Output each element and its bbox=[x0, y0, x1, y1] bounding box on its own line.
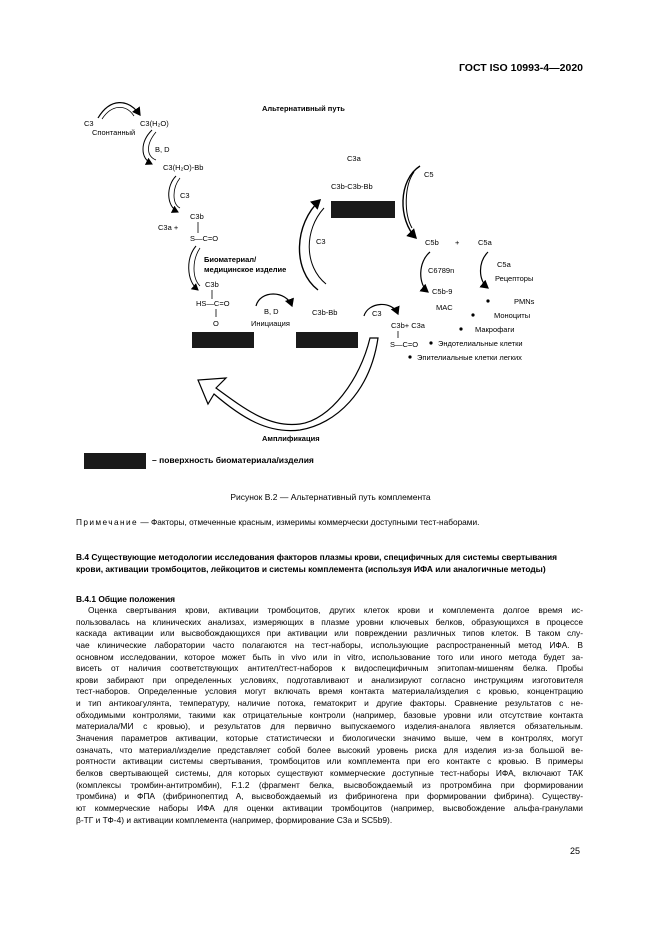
biomaterial-label: Биоматериал/ bbox=[204, 255, 257, 264]
c3-mid: C3 bbox=[180, 191, 190, 200]
figure-caption: Рисунок В.2 — Альтернативный путь комплемента bbox=[230, 492, 431, 502]
body-line: крови забирают при определенных условиях, подготавливают и анализируют согласно инструкциям изготовителя bbox=[76, 674, 583, 685]
c3b-bb-label: C3b-Bb bbox=[312, 308, 338, 317]
monocytes-label: Моноциты bbox=[494, 311, 531, 320]
body-line: ют коммерческие наборы ИФА для оценки активации тромбоцитов (например, высвобождение альфа-гранулами bbox=[76, 802, 583, 813]
body-line: Оценка свертывания крови, активации тромбоцитов, других клеток крови и комплемента долгое время ис- bbox=[88, 605, 583, 615]
c5b9-label: C5b-9 bbox=[432, 287, 453, 296]
amplification-label: Амплификация bbox=[262, 434, 320, 443]
body-line: чае клинические лаборатории часто полагаются на тест-наборы, использующие распространенный метод ИФА. В bbox=[76, 639, 583, 650]
body-line: пользовалась на клинических анализах, измеряющих в плазме уровни ключевых белков, образующихся в процессе bbox=[76, 616, 583, 627]
body-line: висеть от наличия соответствующих антител/тест-наборов к видоспецифичным эпитопам-мишеням белка. Пробы bbox=[76, 663, 583, 674]
c3a-left: C3a + bbox=[158, 223, 179, 232]
c5-label: C5 bbox=[424, 170, 434, 179]
pmn-label: PMNs bbox=[514, 297, 535, 306]
body-line: обходимыми контролями, такими как отрицательные контроли (например, базовые уровни или отсутствие контакта bbox=[76, 709, 583, 720]
c3-right: C3 bbox=[372, 309, 382, 318]
receptors-label: Рецепторы bbox=[495, 274, 534, 283]
note-label: Примечание bbox=[76, 517, 139, 527]
c5a-label: C5a bbox=[478, 238, 492, 247]
body-text bbox=[76, 605, 583, 826]
body-line: роятности активации системы свертывания, тромбоцитов или комплемента при его контакте с кровью. В примеры bbox=[76, 756, 583, 767]
c3b-top: C3b bbox=[190, 212, 204, 221]
c6789n-label: C6789n bbox=[428, 266, 455, 275]
initiation-arrow bbox=[256, 294, 292, 306]
body-line: материала/МИ с кровью), и результатов для первично выпускаемого изделия-аналога является обязательным. bbox=[76, 721, 583, 732]
amplification-arrow bbox=[198, 338, 378, 431]
epithelial-label: Эпителиальные клетки легких bbox=[417, 353, 522, 362]
body-line: и тип антикоагулянта, температуру, наличие потока, гематокрит и другие факторы. Сравнение результатов с не- bbox=[76, 698, 583, 709]
subsection-heading: В.4.1 Общие положения bbox=[76, 594, 175, 604]
c3h2o-bb-label: C3(H₂O)-Bb bbox=[163, 163, 204, 172]
c3b-c3a: C3b+ C3a bbox=[391, 321, 425, 330]
section-heading: В.4 Существующие методологии исследования факторов плазмы крови, специфичных для системы свертывания крови, активации тромбоцитов, лейкоцитов и системы комплемента (используя ИФА или аналогичные методы) bbox=[76, 552, 558, 574]
endothelial-label: Эндотелиальные клетки bbox=[438, 339, 523, 348]
body-line: тест-наборов. Определенные условия могут включать время контакта материала/изделия с кровью, концентрацию bbox=[76, 686, 583, 697]
spontaneous-label: Спонтанный bbox=[92, 128, 136, 137]
macrophages-label: Макрофаги bbox=[475, 325, 515, 334]
bd-bottom: B, D bbox=[264, 307, 279, 316]
mac-label: MAC bbox=[436, 303, 453, 312]
body-line: Значения параметров активации, которые статистически и биологически значимо выше, чем в контролях, могут bbox=[76, 733, 583, 744]
c3b-c3b-bb: C3b-C3b-Bb bbox=[331, 182, 373, 191]
c5a-low: C5a bbox=[497, 260, 511, 269]
c3-loop: C3 bbox=[316, 237, 326, 246]
note-text: — Факторы, отмеченные красным, измеримы коммерчески доступными тест-наборами. bbox=[138, 517, 480, 527]
s-c-o: S—C=O bbox=[190, 234, 219, 243]
note bbox=[76, 517, 479, 527]
hs-c-o: HS—C=O bbox=[196, 299, 230, 308]
bd-top-arrow bbox=[143, 130, 152, 164]
legend-text: – поверхность биоматериала/изделия bbox=[152, 455, 314, 465]
standard-header: ГОСТ ISO 10993-4—2020 bbox=[458, 62, 583, 74]
body-line: основном исследовании, которое может быть in vivo или in vitro, использование того или иного метода будет за- bbox=[76, 651, 583, 662]
c3a-top: C3a bbox=[347, 154, 361, 163]
c3-left: C3 bbox=[84, 119, 94, 128]
surface-bar-top bbox=[331, 201, 395, 218]
surface-bar-mid bbox=[296, 332, 358, 348]
s-c-o-right: S—C=O bbox=[390, 340, 419, 349]
body-line: каскада активации или высвобождающихся при активации или повреждении различных типов клеток. В таком слу- bbox=[76, 628, 583, 639]
plus-label: + bbox=[455, 238, 460, 247]
initiation-label: Инициация bbox=[251, 319, 290, 328]
body-line: β-ТГ и ТФ-4) и активации комплемента (например, формирование С3а и SC5b9). bbox=[76, 814, 393, 825]
body-line: тромбина) и ФПА (фибринопептид А, высвобождаемый из фибриногена при формировании фибрина). Существу- bbox=[76, 791, 583, 802]
c5b-label: C5b bbox=[425, 238, 439, 247]
o-low: O bbox=[213, 319, 219, 328]
page-number: 25 bbox=[570, 846, 581, 856]
body-line: означать, что материал/изделие представляет собой более высокий уровень риска для изделия из-за большой ве- bbox=[76, 744, 583, 755]
diagram-title: Альтернативный путь bbox=[262, 104, 345, 113]
bd-top: B, D bbox=[155, 145, 170, 154]
surface-bar-left bbox=[192, 332, 254, 348]
body-line: белков свертывающей системы, для которых существуют коммерческие доступные тест-наборы ИФА, включают ТАК bbox=[76, 767, 583, 778]
c3h2o-label: C3(H₂O) bbox=[140, 119, 169, 128]
c3b-low: C3b bbox=[205, 280, 219, 289]
legend-swatch bbox=[84, 453, 146, 469]
device-label: медицинское изделие bbox=[204, 265, 287, 274]
body-line: (комплексы тромбин-антитромбин), F.1.2 (фрагмент белка, высвобождаемый из протромбина при формировании bbox=[76, 779, 583, 790]
